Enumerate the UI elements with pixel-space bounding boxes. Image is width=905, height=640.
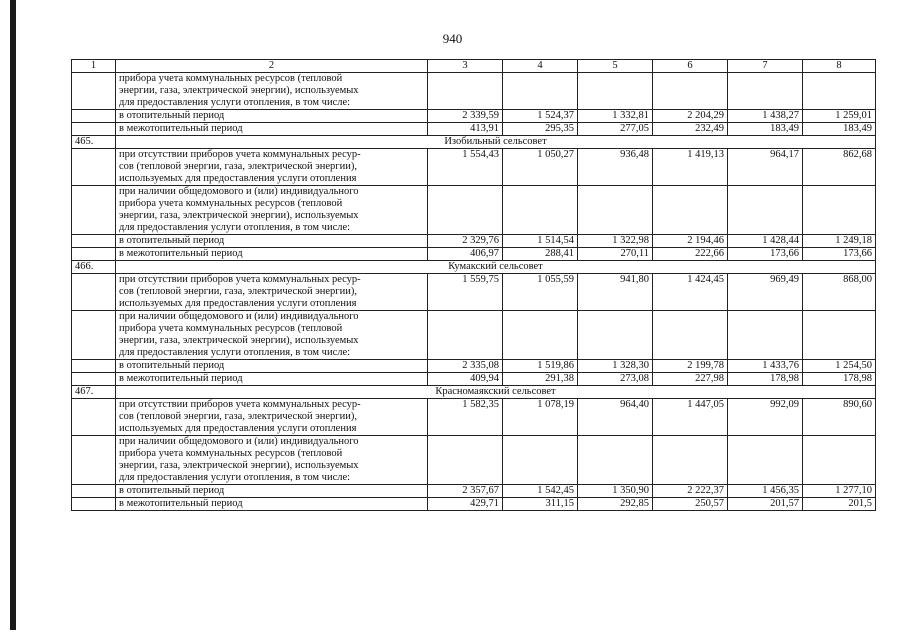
row-number-cell — [72, 274, 116, 311]
value-cell: 295,35 — [503, 123, 578, 136]
row-number-cell — [72, 123, 116, 136]
value-cell: 409,94 — [428, 373, 503, 386]
description-line: прибора учета коммунальных ресурсов (тепловой — [119, 73, 343, 84]
value-cell: 291,38 — [503, 373, 578, 386]
description-cell — [116, 436, 428, 485]
table-body — [72, 60, 876, 511]
value-cell — [728, 186, 803, 235]
description-cell — [116, 235, 428, 248]
value-cell: 1 559,75 — [428, 274, 503, 311]
description-cell — [116, 373, 428, 386]
description-line: для предоставления услуги отопления, в том числе: — [119, 472, 351, 483]
value-cell — [428, 73, 503, 110]
value-cell: 992,09 — [728, 399, 803, 436]
value-cell: 1 249,18 — [803, 235, 876, 248]
value-cell: 1 419,13 — [653, 149, 728, 186]
description-line: при отсутствии приборов учета коммунальных ресур- — [119, 149, 361, 160]
description-cell — [116, 110, 428, 123]
table-row — [72, 248, 876, 261]
section-row — [72, 261, 876, 274]
description-cell — [116, 274, 428, 311]
value-cell: 1 350,90 — [578, 485, 653, 498]
description-line: при отсутствии приборов учета коммунальных ресур- — [119, 399, 361, 410]
table-row — [72, 73, 876, 110]
value-cell — [578, 436, 653, 485]
row-number-cell — [72, 235, 116, 248]
description-line: энергии, газа, электрической энергии), используемых — [119, 210, 359, 221]
value-cell — [503, 73, 578, 110]
table-row — [72, 311, 876, 360]
table-row — [72, 149, 876, 186]
description-line: при отсутствии приборов учета коммунальных ресур- — [119, 274, 361, 285]
table-row — [72, 123, 876, 136]
row-number-cell — [72, 73, 116, 110]
value-cell: 292,85 — [578, 498, 653, 511]
description-line: в отопительный период — [119, 360, 225, 371]
table-row — [72, 399, 876, 436]
description-line: энергии, газа, электрической энергии), используемых — [119, 335, 359, 346]
table-header-row — [72, 60, 876, 73]
description-line: используемых для предоставления услуги отопления — [119, 173, 357, 184]
value-cell: 173,66 — [728, 248, 803, 261]
value-cell: 222,66 — [653, 248, 728, 261]
row-number-cell — [72, 110, 116, 123]
description-line: прибора учета коммунальных ресурсов (тепловой — [119, 448, 343, 459]
value-cell: 273,08 — [578, 373, 653, 386]
description-line: используемых для предоставления услуги отопления — [119, 298, 357, 309]
value-cell — [803, 73, 876, 110]
value-cell: 936,48 — [578, 149, 653, 186]
value-cell — [803, 311, 876, 360]
value-cell: 1 428,44 — [728, 235, 803, 248]
value-cell — [578, 311, 653, 360]
value-cell: 227,98 — [653, 373, 728, 386]
value-cell: 406,97 — [428, 248, 503, 261]
column-header: 7 — [728, 60, 803, 73]
value-cell: 2 357,67 — [428, 485, 503, 498]
section-title: Изобильный сельсовет — [116, 136, 876, 149]
description-line: для предоставления услуги отопления, в том числе: — [119, 97, 351, 108]
description-line: в межотопительный период — [119, 123, 243, 134]
column-header: 2 — [116, 60, 428, 73]
value-cell: 2 339,59 — [428, 110, 503, 123]
value-cell — [503, 436, 578, 485]
value-cell: 178,98 — [728, 373, 803, 386]
value-cell: 1 332,81 — [578, 110, 653, 123]
description-cell — [116, 399, 428, 436]
value-cell: 288,41 — [503, 248, 578, 261]
row-number-cell — [72, 373, 116, 386]
value-cell: 1 542,45 — [503, 485, 578, 498]
row-number-cell — [72, 360, 116, 373]
row-number-cell — [72, 498, 116, 511]
value-cell: 941,80 — [578, 274, 653, 311]
description-cell — [116, 311, 428, 360]
value-cell: 862,68 — [803, 149, 876, 186]
description-line: при наличии общедомового и (или) индивидуального — [119, 436, 359, 447]
value-cell: 1 050,27 — [503, 149, 578, 186]
value-cell: 1 322,98 — [578, 235, 653, 248]
value-cell — [653, 186, 728, 235]
value-cell: 1 424,45 — [653, 274, 728, 311]
value-cell — [653, 73, 728, 110]
value-cell: 1 582,35 — [428, 399, 503, 436]
value-cell: 2 199,78 — [653, 360, 728, 373]
description-line: прибора учета коммунальных ресурсов (тепловой — [119, 323, 343, 334]
value-cell: 178,98 — [803, 373, 876, 386]
column-header: 1 — [72, 60, 116, 73]
description-line: при наличии общедомового и (или) индивидуального — [119, 186, 359, 197]
value-cell — [503, 311, 578, 360]
value-cell: 1 433,76 — [728, 360, 803, 373]
value-cell: 1 254,50 — [803, 360, 876, 373]
description-cell — [116, 248, 428, 261]
value-cell: 201,5 — [803, 498, 876, 511]
table-row — [72, 498, 876, 511]
column-header: 4 — [503, 60, 578, 73]
description-line: прибора учета коммунальных ресурсов (тепловой — [119, 198, 343, 209]
page-edge-bar — [10, 0, 16, 630]
value-cell: 1 078,19 — [503, 399, 578, 436]
value-cell: 2 329,76 — [428, 235, 503, 248]
value-cell — [653, 436, 728, 485]
value-cell: 201,57 — [728, 498, 803, 511]
description-line: сов (тепловой энергии, газа, электрической энергии), — [119, 411, 357, 422]
table-row — [72, 274, 876, 311]
value-cell — [728, 436, 803, 485]
value-cell: 2 194,46 — [653, 235, 728, 248]
description-line: для предоставления услуги отопления, в том числе: — [119, 222, 351, 233]
value-cell: 413,91 — [428, 123, 503, 136]
column-header: 5 — [578, 60, 653, 73]
value-cell — [803, 186, 876, 235]
column-header: 6 — [653, 60, 728, 73]
description-cell — [116, 123, 428, 136]
column-header: 3 — [428, 60, 503, 73]
description-cell — [116, 149, 428, 186]
description-line: для предоставления услуги отопления, в том числе: — [119, 347, 351, 358]
value-cell — [428, 311, 503, 360]
value-cell: 250,57 — [653, 498, 728, 511]
value-cell: 1 554,43 — [428, 149, 503, 186]
description-line: в межотопительный период — [119, 498, 243, 509]
value-cell — [428, 436, 503, 485]
value-cell: 1 519,86 — [503, 360, 578, 373]
section-title: Кумакский сельсовет — [116, 261, 876, 274]
value-cell — [653, 311, 728, 360]
value-cell: 1 524,37 — [503, 110, 578, 123]
table-row — [72, 110, 876, 123]
description-line: в межотопительный период — [119, 248, 243, 259]
description-cell — [116, 498, 428, 511]
value-cell — [803, 436, 876, 485]
description-line: сов (тепловой энергии, газа, электрической энергии), — [119, 286, 357, 297]
description-line: в межотопительный период — [119, 373, 243, 384]
value-cell — [578, 186, 653, 235]
description-line: в отопительный период — [119, 110, 225, 121]
page-number: 940 — [442, 31, 463, 46]
tariff-table — [71, 59, 876, 511]
description-line: сов (тепловой энергии, газа, электрической энергии), — [119, 161, 357, 172]
value-cell: 1 328,30 — [578, 360, 653, 373]
value-cell: 2 204,29 — [653, 110, 728, 123]
description-cell — [116, 360, 428, 373]
row-number-cell — [72, 149, 116, 186]
description-cell — [116, 186, 428, 235]
row-number-cell — [72, 311, 116, 360]
table-row — [72, 186, 876, 235]
value-cell: 1 259,01 — [803, 110, 876, 123]
value-cell — [728, 73, 803, 110]
description-cell — [116, 485, 428, 498]
column-header: 8 — [803, 60, 876, 73]
value-cell: 311,15 — [503, 498, 578, 511]
value-cell: 969,49 — [728, 274, 803, 311]
table-row — [72, 485, 876, 498]
section-number: 467. — [72, 386, 116, 399]
value-cell — [428, 186, 503, 235]
value-cell: 2 335,08 — [428, 360, 503, 373]
value-cell: 1 055,59 — [503, 274, 578, 311]
description-line: при наличии общедомового и (или) индивидуального — [119, 311, 359, 322]
value-cell: 964,17 — [728, 149, 803, 186]
description-line: энергии, газа, электрической энергии), используемых — [119, 85, 359, 96]
row-number-cell — [72, 485, 116, 498]
value-cell: 232,49 — [653, 123, 728, 136]
description-cell — [116, 73, 428, 110]
row-number-cell — [72, 186, 116, 235]
value-cell — [728, 311, 803, 360]
value-cell: 868,00 — [803, 274, 876, 311]
value-cell: 173,66 — [803, 248, 876, 261]
section-row — [72, 386, 876, 399]
section-number: 465. — [72, 136, 116, 149]
table-row — [72, 360, 876, 373]
value-cell: 964,40 — [578, 399, 653, 436]
value-cell: 1 438,27 — [728, 110, 803, 123]
section-title: Красномаякский сельсовет — [116, 386, 876, 399]
description-line: энергии, газа, электрической энергии), используемых — [119, 460, 359, 471]
value-cell: 183,49 — [728, 123, 803, 136]
table-row — [72, 436, 876, 485]
value-cell: 2 222,37 — [653, 485, 728, 498]
description-line: используемых для предоставления услуги отопления — [119, 423, 357, 434]
table-row — [72, 373, 876, 386]
section-row — [72, 136, 876, 149]
row-number-cell — [72, 248, 116, 261]
value-cell: 429,71 — [428, 498, 503, 511]
value-cell: 1 456,35 — [728, 485, 803, 498]
section-number: 466. — [72, 261, 116, 274]
value-cell: 183,49 — [803, 123, 876, 136]
value-cell: 1 277,10 — [803, 485, 876, 498]
table-row — [72, 235, 876, 248]
row-number-cell — [72, 399, 116, 436]
value-cell: 1 514,54 — [503, 235, 578, 248]
value-cell — [503, 186, 578, 235]
value-cell: 1 447,05 — [653, 399, 728, 436]
description-line: в отопительный период — [119, 235, 225, 246]
row-number-cell — [72, 436, 116, 485]
value-cell: 890,60 — [803, 399, 876, 436]
value-cell — [578, 73, 653, 110]
value-cell: 277,05 — [578, 123, 653, 136]
description-line: в отопительный период — [119, 485, 225, 496]
value-cell: 270,11 — [578, 248, 653, 261]
